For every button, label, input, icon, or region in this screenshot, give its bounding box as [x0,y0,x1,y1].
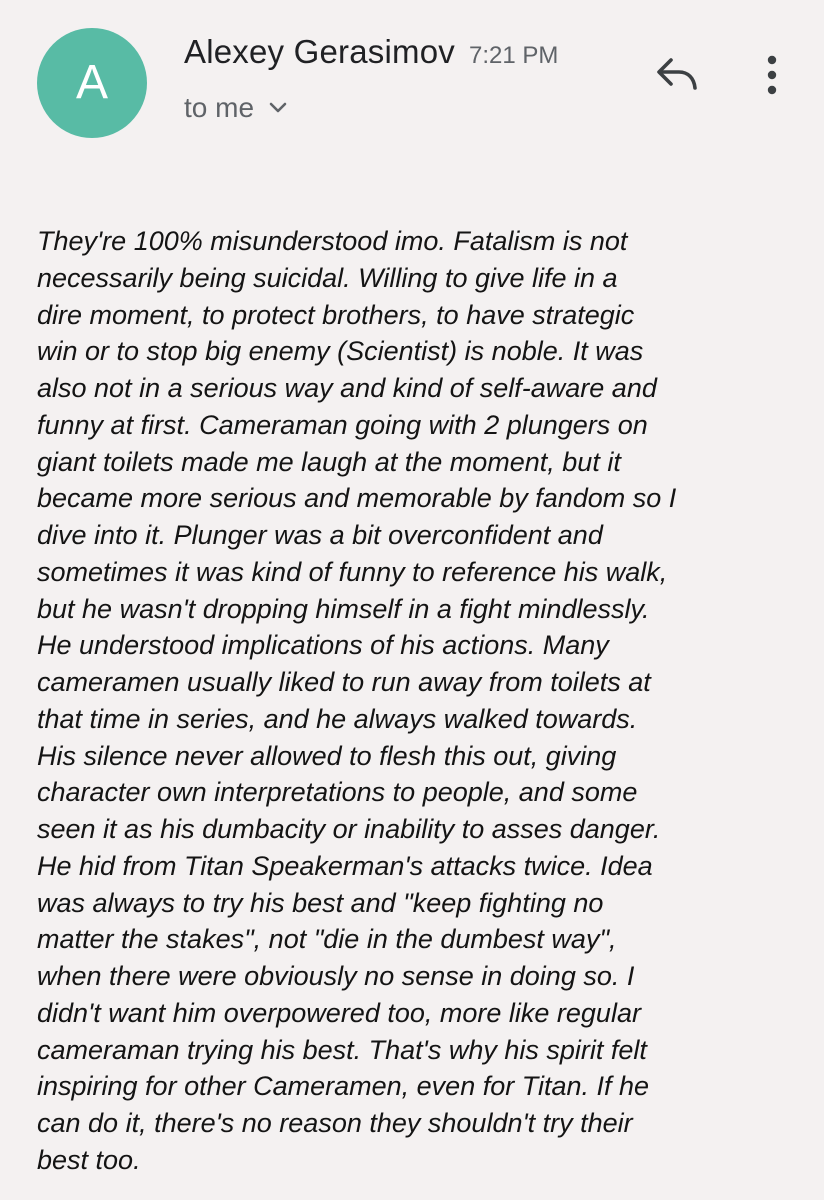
sent-time: 7:21 PM [468,42,559,69]
sender-name[interactable]: Alexey Gerasimov [184,33,455,70]
chevron-down-icon [268,98,288,118]
body-line: can do it, there's no reason they shouldn't try their [37,1108,633,1138]
body-line: sometimes it was kind of funny to reference his walk, [37,556,668,587]
email-body [37,223,817,1179]
body-line: dire moment, to protect brothers, to have strategic [37,299,635,330]
avatar-letter: A [75,56,108,109]
body-line: was always to try his best and "keep fighting no [37,887,604,918]
body-line: inspiring for other Cameramen, even for Titan. If he [37,1071,650,1102]
reply-button[interactable] [652,52,702,96]
body-line: necessarily being suicidal. Willing to give life in a [37,262,618,293]
body-line: They're 100% misunderstood imo. Fatalism is not [37,226,628,256]
body-line: funny at first. Cameraman going with 2 plungers on [37,409,648,440]
body-line: matter the stakes", not "die in the dumbest way", [37,924,617,955]
avatar[interactable] [37,28,147,138]
body-line: character own interpretations to people, and some [37,777,638,808]
body-line: also not in a serious way and kind of self-aware and [37,373,657,403]
sender-header [184,33,558,71]
body-line: but he wasn't dropping himself in a fight mindlessly. [37,593,650,624]
more-options-button[interactable] [752,50,792,100]
more-vertical-icon [766,55,778,95]
recipient-label: to me [184,92,255,123]
body-line: when there were obviously no sense in doing so. I [37,961,635,991]
recipient-toggle[interactable] [184,92,288,124]
reply-icon [655,56,699,92]
body-line: giant toilets made me laugh at the moment, but it [37,446,621,477]
body-line: cameraman trying his best. That's why his spirit felt [37,1034,647,1065]
body-line: didn't want him overpowered too, more like regular [37,997,641,1028]
body-line: became more serious and memorable by fandom so I [37,483,677,514]
body-line: that time in series, and he always walked towards. [37,703,638,734]
body-line: He understood implications of his actions. Many [37,630,609,661]
body-line: He hid from Titan Speakerman's attacks twice. Idea [37,850,653,881]
body-line: win or to stop big enemy (Scientist) is noble. It was [37,336,644,367]
body-line: cameramen usually liked to run away from toilets at [37,667,651,697]
body-line: dive into it. Plunger was a bit overconfident and [37,520,603,550]
body-line: best too. [37,1144,141,1175]
body-line: His silence never allowed to flesh this out, giving [37,740,617,771]
body-line: seen it as his dumbacity or inability to asses danger. [37,814,661,844]
